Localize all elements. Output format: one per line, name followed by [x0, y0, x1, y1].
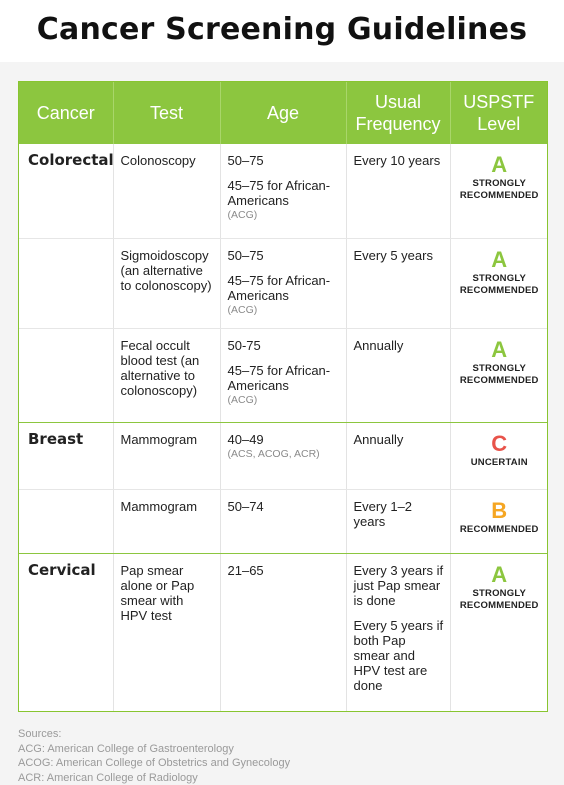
level-cell: [450, 489, 547, 553]
table-row: [19, 553, 547, 711]
age-source-note: (ACG): [228, 208, 340, 223]
grade-description: [458, 457, 542, 469]
cancer-type-cell: [19, 489, 113, 553]
source-item: ACG: American College of Gastroenterology: [18, 742, 548, 757]
grade-desc-line1: STRONGLY: [472, 588, 526, 599]
header-cancer: Cancer: [19, 82, 113, 144]
age-cell: [220, 144, 346, 238]
age-source-note: (ACS, ACOG, ACR): [228, 447, 340, 462]
age-range: 50–75: [228, 248, 264, 263]
age-extra: 45–75 for African-Americans: [228, 363, 331, 393]
age-cell: [220, 553, 346, 711]
grade-desc-line2: RECOMMENDED: [460, 190, 539, 201]
screening-table: [19, 82, 547, 711]
header-frequency-line2: Frequency: [355, 114, 440, 134]
header-level-line1: USPSTF: [463, 92, 534, 112]
grade-desc-line1: UNCERTAIN: [471, 457, 528, 468]
age-range: 50-75: [228, 338, 261, 353]
age-cell: [220, 489, 346, 553]
grade-desc-line1: STRONGLY: [472, 273, 526, 284]
test-cell: Colonoscopy: [113, 144, 220, 238]
grade-description: [458, 363, 542, 387]
test-cell: Mammogram: [113, 422, 220, 489]
level-cell: [450, 328, 547, 422]
age-range: 21–65: [228, 563, 264, 578]
header-test: Test: [113, 82, 220, 144]
grade-description: [458, 524, 542, 536]
age-cell: [220, 328, 346, 422]
age-source-note: (ACG): [228, 393, 340, 408]
table-row: [19, 238, 547, 328]
frequency-cell: Annually: [346, 422, 450, 489]
frequency-extra: Every 5 years if both Pap smear and HPV test are done: [354, 618, 444, 693]
grade-letter: C: [458, 433, 542, 455]
age-cell: [220, 238, 346, 328]
level-cell: [450, 553, 547, 711]
cancer-type-cell: Colorectal: [19, 144, 113, 238]
source-item: ACR: American College of Radiology: [18, 771, 548, 785]
grade-desc-line2: RECOMMENDED: [460, 600, 539, 611]
frequency-text: Every 3 years if just Pap smear is done: [354, 563, 444, 608]
header-level: [450, 82, 547, 144]
level-cell: [450, 422, 547, 489]
grade-desc-line1: STRONGLY: [472, 178, 526, 189]
frequency-cell: Annually: [346, 328, 450, 422]
cancer-type-cell: Cervical: [19, 553, 113, 711]
grade-description: [458, 178, 542, 202]
grade-description: [458, 588, 542, 612]
level-cell: [450, 238, 547, 328]
header-level-line2: Level: [477, 114, 520, 134]
source-item: ACOG: American College of Obstetrics and Gynecology: [18, 756, 548, 771]
grade-desc-line2: RECOMMENDED: [460, 285, 539, 296]
title-bar: [0, 0, 564, 62]
age-cell: [220, 422, 346, 489]
screening-table-container: [18, 81, 548, 712]
test-cell: Mammogram: [113, 489, 220, 553]
grade-letter: A: [458, 154, 542, 176]
cancer-type-cell: Breast: [19, 422, 113, 489]
age-range: 50–75: [228, 153, 264, 168]
age-range: 40–49: [228, 432, 264, 447]
table-header-row: [19, 82, 547, 144]
table-row: [19, 144, 547, 238]
age-source-note: (ACG): [228, 303, 340, 318]
table-row: [19, 489, 547, 553]
table-row: [19, 422, 547, 489]
test-cell: Fecal occult blood test (an alternative to colonoscopy): [113, 328, 220, 422]
age-extra: 45–75 for African-Americans: [228, 178, 331, 208]
grade-letter: B: [458, 500, 542, 522]
grade-desc-line1: RECOMMENDED: [460, 524, 539, 535]
table-row: [19, 328, 547, 422]
page-title: Cancer Screening Guidelines: [0, 12, 564, 47]
frequency-cell: Every 1–2 years: [346, 489, 450, 553]
cancer-type-cell: [19, 238, 113, 328]
grade-letter: A: [458, 339, 542, 361]
test-cell: Sigmoidoscopy (an alternative to colonoscopy): [113, 238, 220, 328]
sources-heading: Sources:: [18, 727, 548, 742]
frequency-cell: [346, 553, 450, 711]
level-cell: [450, 144, 547, 238]
grade-desc-line1: STRONGLY: [472, 363, 526, 374]
grade-letter: A: [458, 564, 542, 586]
age-extra: 45–75 for African-Americans: [228, 273, 331, 303]
frequency-cell: Every 10 years: [346, 144, 450, 238]
header-age: Age: [220, 82, 346, 144]
cancer-type-cell: [19, 328, 113, 422]
frequency-cell: Every 5 years: [346, 238, 450, 328]
test-cell: Pap smear alone or Pap smear with HPV test: [113, 553, 220, 711]
header-frequency-line1: Usual: [375, 92, 421, 112]
grade-letter: A: [458, 249, 542, 271]
grade-description: [458, 273, 542, 297]
grade-desc-line2: RECOMMENDED: [460, 375, 539, 386]
age-range: 50–74: [228, 499, 264, 514]
sources-footnote: [18, 727, 548, 785]
header-frequency: [346, 82, 450, 144]
